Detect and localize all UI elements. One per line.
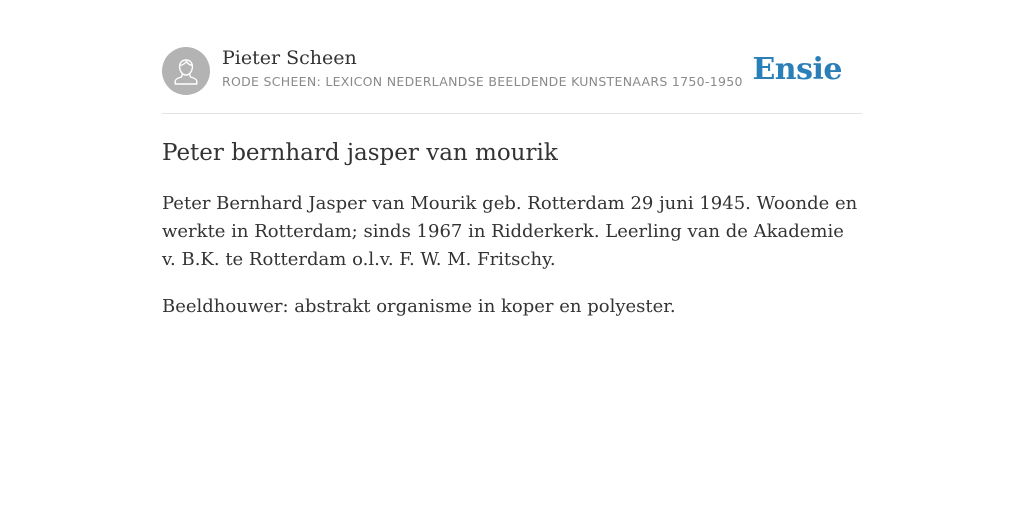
source-title[interactable]: RODE SCHEEN: LEXICON NEDERLANDSE BEELDENDE KUNSTENAARS 1750-1950 (222, 74, 743, 89)
article-paragraph: Beeldhouwer: abstrakt organisme in koper en polyester. (162, 296, 676, 317)
article-title: Peter bernhard jasper van mourik (162, 140, 558, 166)
ensie-logo[interactable]: Ensie (752, 52, 842, 87)
header-divider (162, 113, 862, 114)
article-header (162, 46, 862, 96)
article-body (162, 190, 862, 340)
author-avatar[interactable] (162, 47, 210, 95)
author-name[interactable]: Pieter Scheen (222, 47, 357, 69)
user-silhouette-icon (162, 47, 210, 95)
article-paragraph: Peter Bernhard Jasper van Mourik geb. Rotterdam 29 juni 1945. Woonde en werkte in Rotterdam; sinds 1967 in Ridderkerk. Leerling van de Akademie v. B.K. te Rotterdam o.l.v. F. W. M. Fritschy. (162, 193, 858, 270)
